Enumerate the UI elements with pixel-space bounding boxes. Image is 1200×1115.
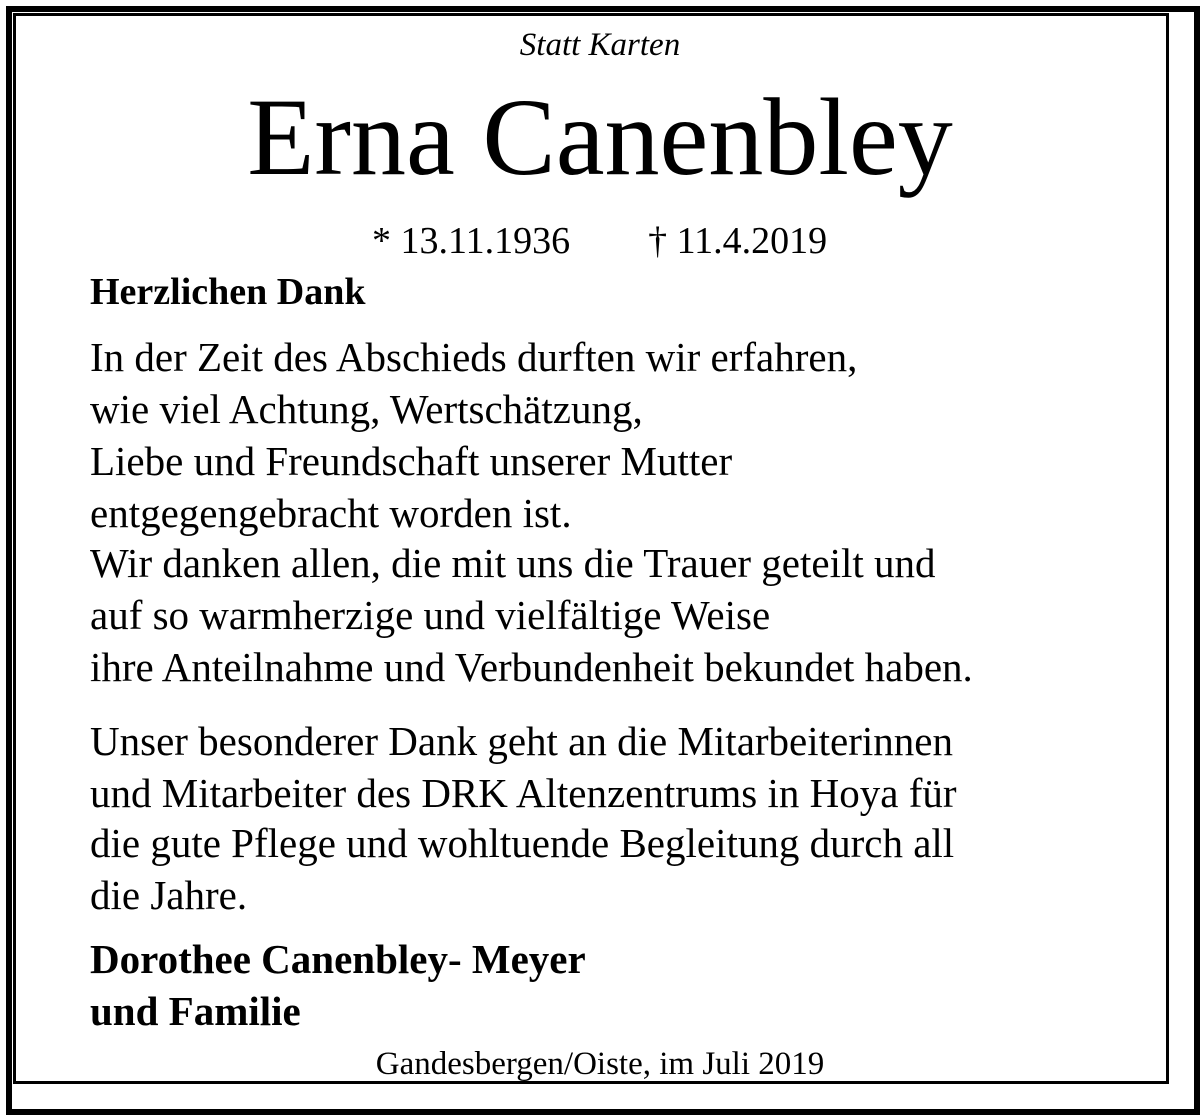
birth-date: * 13.11.1936 bbox=[372, 220, 571, 262]
signer-family: und Familie bbox=[90, 988, 301, 1034]
paragraph1-line: entgegengebracht worden ist. bbox=[90, 490, 572, 536]
statt-karten-line: Statt Karten bbox=[519, 27, 681, 63]
paragraph2-line: Unser besonderer Dank geht an die Mitarbeiterinnen bbox=[90, 718, 953, 764]
life-dates bbox=[372, 222, 827, 260]
deceased-name: Erna Canenbley bbox=[247, 76, 953, 198]
paragraph1-line: ihre Anteilnahme und Verbundenheit bekundet haben. bbox=[90, 644, 973, 690]
paragraph2-line: und Mitarbeiter des DRK Altenzentrums in Hoya für bbox=[90, 770, 957, 816]
paragraph2-line: die Jahre. bbox=[90, 872, 248, 918]
paragraph1-line: auf so warmherzige und vielfältige Weise bbox=[90, 592, 771, 638]
paragraph1-line: wie viel Achtung, Wertschätzung, bbox=[90, 386, 643, 432]
paragraph1-line: Liebe und Freundschaft unserer Mutter bbox=[90, 438, 733, 484]
thanks-heading: Herzlichen Dank bbox=[90, 271, 366, 313]
paragraph1-line: Wir danken allen, die mit uns die Trauer geteilt und bbox=[90, 540, 936, 586]
paragraph2-line: die gute Pflege und wohltuende Begleitung durch all bbox=[90, 820, 955, 866]
paragraph1-line: In der Zeit des Abschieds durften wir erfahren, bbox=[90, 334, 858, 380]
place-and-date: Gandesbergen/Oiste, im Juli 2019 bbox=[375, 1046, 825, 1082]
death-date: † 11.4.2019 bbox=[648, 220, 828, 262]
signer-name: Dorothee Canenbley- Meyer bbox=[90, 936, 586, 982]
